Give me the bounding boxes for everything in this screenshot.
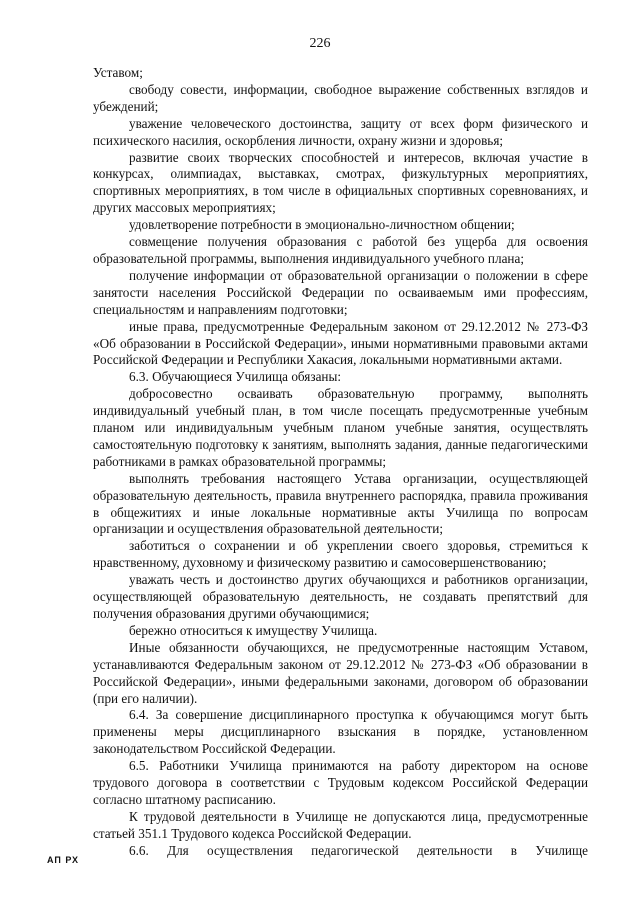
paragraph: совмещение получения образования с работой без ущерба для освоения образовательной программы, выполнения индивидуального учебного плана; bbox=[93, 234, 588, 266]
page-number: 226 bbox=[309, 36, 331, 51]
paragraph: Иные обязанности обучающихся, не предусмотренные настоящим Уставом, устанавливаются Федеральным законом от 29.12.2012 № 273-ФЗ «Об образовании в Российской Федерации», иными федеральными законами, договором об образовании (при его наличии). bbox=[93, 639, 588, 706]
paragraph: уважение человеческого достоинства, защиту от всех форм физического и психического насилия, оскорбления личности, охрану жизни и здоровья; bbox=[93, 115, 588, 148]
paragraph: 6.5. Работники Училища принимаются на работу директором на основе трудового договора в соответствии с Трудовым кодексом Российской Федерации согласно штатному расписанию. bbox=[93, 758, 588, 807]
paragraph: Уставом; bbox=[93, 65, 143, 80]
paragraph: бережно относиться к имуществу Училища. bbox=[129, 622, 378, 638]
paragraph: развитие своих творческих способностей и интересов, включая участие в конкурсах, олимпиадах, выставках, смотрах, физкультурных мероприятиях, спортивных мероприятиях, в том числе в официальных спортивных соревнованиях, и других массовых мероприятиях; bbox=[93, 149, 588, 216]
paragraph: 6.4. За совершение дисциплинарного проступка к обучающимся могут быть применены меры дисциплинарного взыскания в порядке, установленном законодательством Российской Федерации. bbox=[93, 707, 588, 757]
paragraph: удовлетворение потребности в эмоционально-личностном общении; bbox=[129, 217, 515, 233]
paragraph: заботиться о сохранении и об укреплении своего здоровья, стремиться к нравственному, духовному и физическому развитию и самосовершенствованию; bbox=[93, 538, 588, 571]
footer-mark: АП РХ bbox=[47, 855, 80, 865]
paragraph: 6.6. Для осуществления педагогической деятельности в Училище bbox=[129, 842, 588, 858]
paragraph: получение информации от образовательной организации о положении в сфере занятости населения Российской Федерации по осваиваемым ими профессиям, специальностям и направлениям подготовки; bbox=[93, 267, 588, 317]
paragraph: иные права, предусмотренные Федеральным законом от 29.12.2012 № 273-ФЗ «Об образовании в Российской Федерации», иными нормативными правовыми актами Российской Федерации и Республики Хакасия, локальными нормативными актами. bbox=[93, 318, 588, 368]
paragraph: К трудовой деятельности в Училище не допускаются лица, предусмотренные статьей 351.1 Трудового кодекса Российской Федерации. bbox=[93, 808, 588, 841]
paragraph: выполнять требования настоящего Устава организации, осуществляющей образовательную деятельность, правила внутреннего распорядка, правила проживания в общежитиях и иные локальные нормативные акты Училища по вопросам организации и осуществления образовательной деятельности; bbox=[93, 470, 588, 537]
paragraph: 6.3. Обучающиеся Училища обязаны: bbox=[129, 369, 342, 385]
paragraph: свободу совести, информации, свободное выражение собственных взглядов и убеждений; bbox=[93, 81, 588, 114]
document-body bbox=[93, 65, 588, 860]
paragraph: уважать честь и достоинство других обучающихся и работников организации, осуществляющей образовательную деятельность, не создавать препятствий для получения образования другими обучающимися; bbox=[93, 572, 588, 621]
paragraph: добросовестно осваивать образовательную программу, выполнять индивидуальный учебный план, в том числе посещать предусмотренные учебным планом или индивидуальным учебным планом учебные занятия, осуществлять самостоятельную подготовку к занятиям, выполнять задания, данные педагогическими работниками в рамках образовательной программы; bbox=[93, 386, 588, 469]
